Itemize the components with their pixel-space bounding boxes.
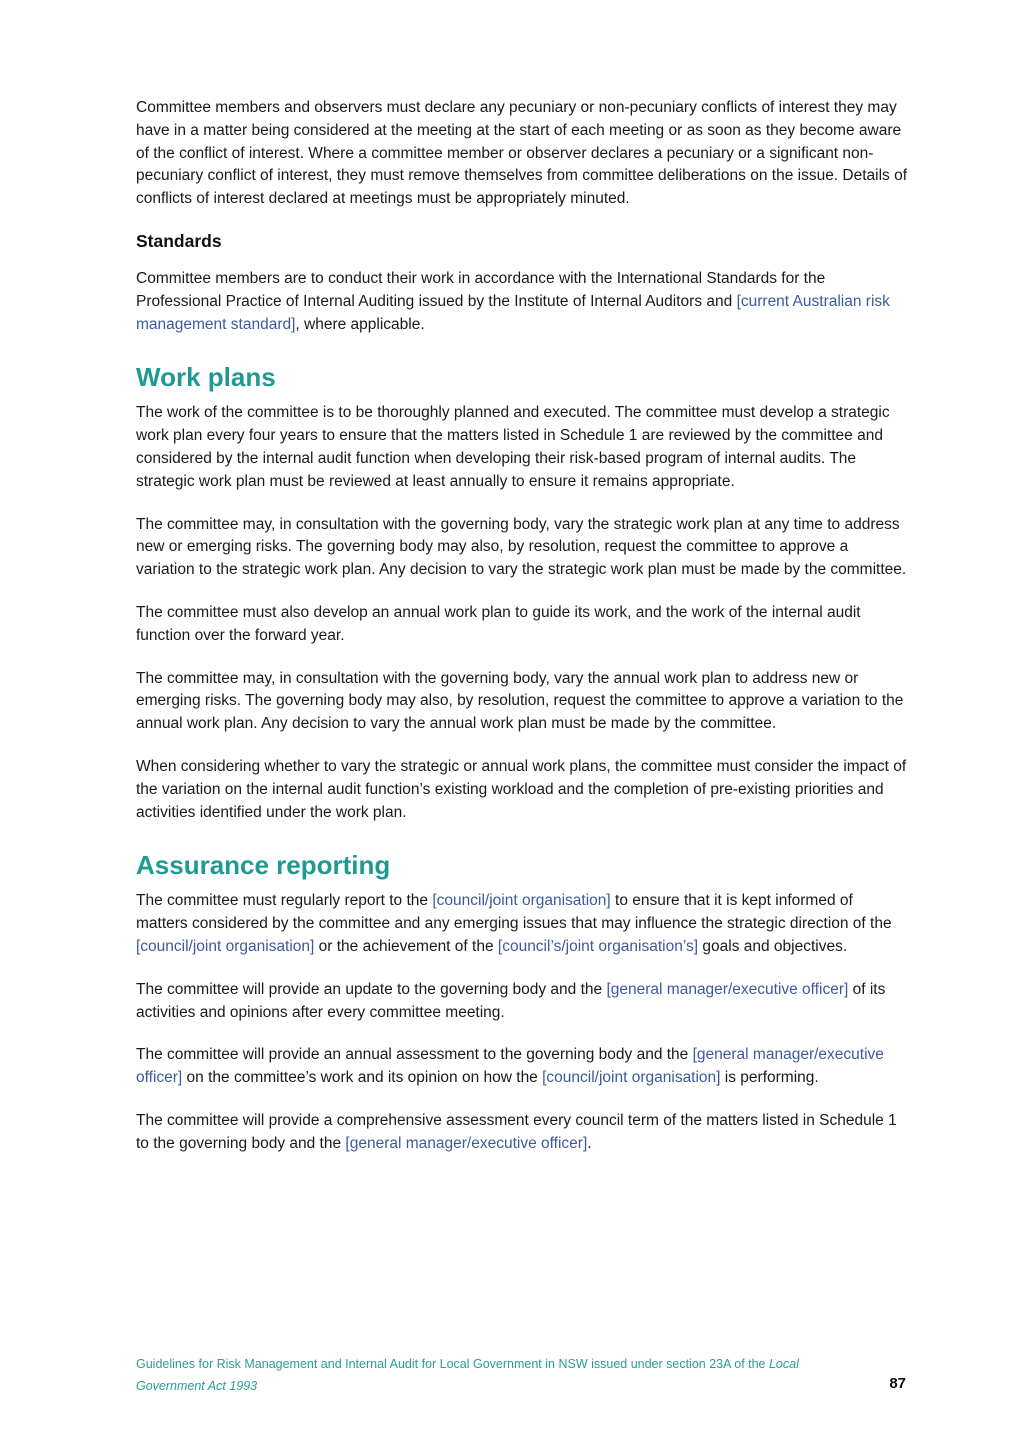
placeholder: [general manager/executive officer] bbox=[345, 1134, 588, 1152]
assurance-reporting-heading: Assurance reporting bbox=[136, 850, 391, 881]
page-content bbox=[136, 97, 908, 1176]
standards-paragraph bbox=[136, 268, 908, 336]
text: The committee must regularly report to the bbox=[136, 892, 433, 910]
text: is performing. bbox=[720, 1069, 819, 1087]
text: The committee will provide a comprehensive assessment every council term of the matters listed in Schedule 1 to the governing body and the bbox=[136, 1111, 897, 1152]
text: or the achievement of the bbox=[314, 937, 498, 955]
conflicts-paragraph: Committee members and observers must declare any pecuniary or non-pecuniary conflicts of interest they may have in a matter being considered at the meeting at the start of each meeting or as soon as they become aware of the conflict of interest. Where a committee member or observer declares a pecuniary or a significant non-pecuniary conflict of interest, they must remove themselves from committee deliberations on the issue. Details of conflicts of interest declared at meetings must be appropriately minuted. bbox=[136, 99, 908, 208]
assurance-paragraph-2 bbox=[136, 979, 908, 1025]
work-plans-paragraph-5: When considering whether to vary the strategic or annual work plans, the committee must consider the impact of the variation on the internal audit function’s existing workload and the completion of pre-existing priorities and activities identified under the work plan. bbox=[136, 757, 907, 821]
placeholder: [council/joint organisation] bbox=[542, 1069, 721, 1087]
assurance-paragraph-1 bbox=[136, 890, 908, 958]
placeholder: [council/joint organisation] bbox=[432, 892, 611, 910]
footer-act-title: Local Government Act 1993 bbox=[136, 1357, 799, 1393]
work-plans-paragraph-3: The committee must also develop an annual work plan to guide its work, and the work of the internal audit function over the forward year. bbox=[136, 603, 861, 644]
text: of its activities and opinions after every committee meeting. bbox=[136, 980, 886, 1021]
assurance-paragraph-4 bbox=[136, 1110, 908, 1156]
standards-text-end: , where applicable. bbox=[295, 315, 425, 333]
placeholder: [general manager/executive officer] bbox=[136, 1046, 884, 1087]
placeholder: [council’s/joint organisation’s] bbox=[497, 937, 699, 955]
text: . bbox=[587, 1134, 592, 1152]
page-footer bbox=[136, 1353, 908, 1397]
work-plans-heading: Work plans bbox=[136, 362, 276, 393]
footer-citation bbox=[136, 1353, 856, 1397]
placeholder: [general manager/executive officer] bbox=[606, 980, 849, 998]
text: The committee will provide an annual assessment to the governing body and the bbox=[136, 1046, 693, 1064]
text: on the committee’s work and its opinion on how the bbox=[182, 1069, 543, 1087]
footer-text: Guidelines for Risk Management and Internal Audit for Local Government in NSW issued under section 23A of the bbox=[136, 1357, 769, 1371]
assurance-paragraph-3 bbox=[136, 1044, 908, 1090]
standards-text: Committee members are to conduct their work in accordance with the International Standards for the Professional Practice of Internal Auditing issued by the Institute of Internal Auditors and bbox=[136, 269, 826, 310]
work-plans-paragraph-4: The committee may, in consultation with the governing body, vary the annual work plan to address new or emerging risks. The governing body may also, by resolution, request the committee to approve a variation to the annual work plan. Any decision to vary the annual work plan must be made by the committee. bbox=[136, 669, 904, 733]
text: The committee will provide an update to the governing body and the bbox=[136, 980, 607, 998]
text: goals and objectives. bbox=[698, 937, 848, 955]
text: to ensure that it is kept informed of matters considered by the committee and any emerging issues that may influence the strategic direction of the bbox=[136, 892, 892, 933]
placeholder: [council/joint organisation] bbox=[136, 937, 315, 955]
standards-placeholder: [current Australian risk management standard] bbox=[136, 292, 890, 333]
page-number: 87 bbox=[889, 1375, 906, 1392]
standards-heading: Standards bbox=[136, 230, 222, 251]
work-plans-paragraph-2: The committee may, in consultation with the governing body, vary the strategic work plan at any time to address new or emerging risks. The governing body may also, by resolution, request the committee to approve a variation to the strategic work plan. Any decision to vary the strategic work plan must be made by the committee. bbox=[136, 515, 907, 579]
work-plans-paragraph-1: The work of the committee is to be thoroughly planned and executed. The committee must develop a strategic work plan every four years to ensure that the matters listed in Schedule 1 are reviewed by the committee and considered by the internal audit function when developing their risk-based program of internal audits. The strategic work plan must be reviewed at least annually to ensure it remains appropriate. bbox=[136, 404, 890, 490]
